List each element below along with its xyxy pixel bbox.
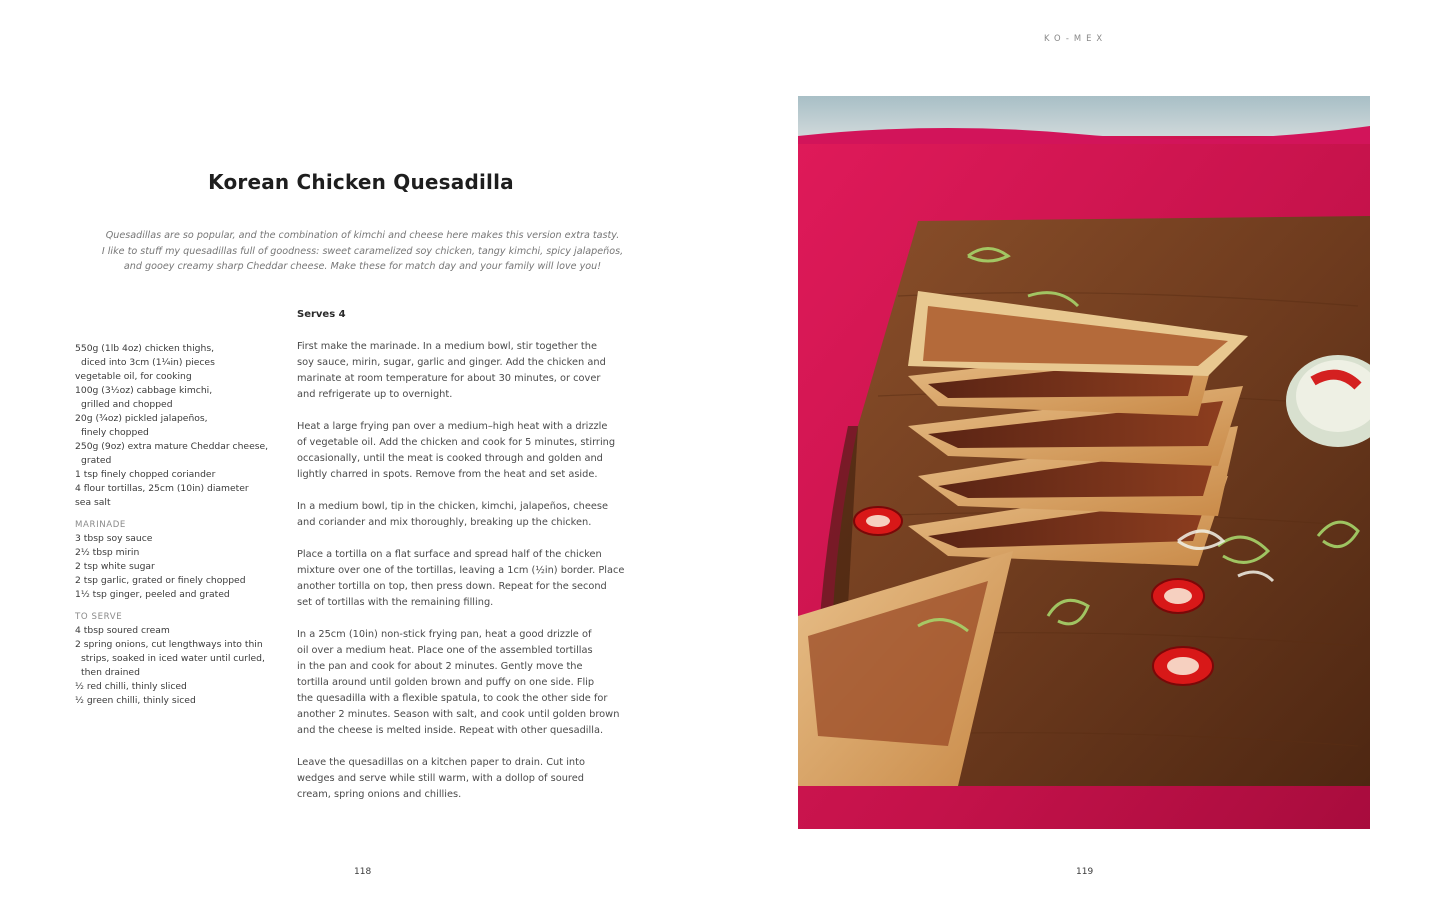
- ingredient-line: 2 spring onions, cut lengthways into thin: [75, 639, 263, 650]
- method-paragraph: [297, 419, 637, 483]
- serves-label: Serves 4: [297, 309, 346, 320]
- right-page: [722, 0, 1445, 922]
- method-line: tortilla around until golden brown and puffy on one side. Flip: [297, 677, 595, 688]
- ingredient-line: vegetable oil, for cooking: [75, 371, 192, 382]
- intro-line: Quesadillas are so popular, and the combination of kimchi and cheese here makes this version extra tasty.: [105, 230, 620, 241]
- ingredient-line: sea salt: [75, 497, 111, 508]
- method-line: cream, spring onions and chillies.: [297, 789, 462, 800]
- method-line: Place a tortilla on a flat surface and spread half of the chicken: [297, 549, 602, 560]
- method-paragraph: [297, 499, 637, 531]
- ingredients-main: [75, 342, 275, 510]
- method-paragraph: [297, 755, 637, 803]
- method-line: In a 25cm (10in) non-stick frying pan, heat a good drizzle of: [297, 629, 592, 640]
- ingredient-line: 4 flour tortillas, 25cm (10in) diameter: [75, 483, 249, 494]
- recipe-title: Korean Chicken Quesadilla: [208, 170, 514, 194]
- method-steps: [297, 339, 637, 803]
- ingredient-line: 2 tsp garlic, grated or finely chopped: [75, 575, 246, 586]
- method-line: In a medium bowl, tip in the chicken, kimchi, jalapeños, cheese: [297, 501, 609, 512]
- ingredient-line: diced into 3cm (1¼in) pieces: [81, 357, 215, 368]
- page-number-left: 118: [354, 867, 372, 877]
- method-line: set of tortillas with the remaining filling.: [297, 597, 494, 608]
- to-serve-heading: TO SERVE: [75, 612, 123, 622]
- method-line: soy sauce, mirin, sugar, garlic and ginger. Add the chicken and: [297, 357, 606, 368]
- marinade-heading: MARINADE: [75, 520, 126, 530]
- method-line: and the cheese is melted inside. Repeat with other quesadilla.: [297, 725, 604, 736]
- method-line: mixture over one of the tortillas, leaving a 1cm (½in) border. Place: [297, 565, 625, 576]
- ingredients-to-serve: [75, 624, 275, 708]
- method-line: the quesadilla with a flexible spatula, to cook the other side for: [297, 693, 608, 704]
- ingredient-line: 1½ tsp ginger, peeled and grated: [75, 589, 230, 600]
- method-paragraph: [297, 547, 637, 611]
- method-line: wedges and serve while still warm, with a dollop of soured: [297, 773, 584, 784]
- method-line: occasionally, until the meat is cooked through and golden and: [297, 453, 603, 464]
- ingredients-list: [75, 342, 275, 708]
- ingredient-line: 2½ tbsp mirin: [75, 547, 140, 558]
- ingredient-line: ½ green chilli, thinly siced: [75, 695, 196, 706]
- ingredient-line: strips, soaked in iced water until curled,: [81, 653, 265, 664]
- method: [297, 307, 637, 819]
- method-line: marinate at room temperature for about 30 minutes, or cover: [297, 373, 601, 384]
- ingredient-line: 550g (1lb 4oz) chicken thighs,: [75, 343, 215, 354]
- method-line: oil over a medium heat. Place one of the assembled tortillas: [297, 645, 593, 656]
- ingredient-line: 20g (¾oz) pickled jalapeños,: [75, 413, 208, 424]
- recipe-intro: [90, 228, 635, 275]
- quesadilla-photo-illustration: [798, 96, 1370, 829]
- quesadilla-photo: [798, 96, 1370, 829]
- method-paragraph: [297, 627, 637, 739]
- ingredient-line: 3 tbsp soy sauce: [75, 533, 153, 544]
- method-line: another tortilla on top, then press down. Repeat for the second: [297, 581, 607, 592]
- method-line: in the pan and cook for about 2 minutes. Gently move the: [297, 661, 583, 672]
- method-line: lightly charred in spots. Remove from the heat and set aside.: [297, 469, 598, 480]
- ingredient-line: 100g (3½oz) cabbage kimchi,: [75, 385, 213, 396]
- method-line: First make the marinade. In a medium bowl, stir together the: [297, 341, 597, 352]
- ingredient-line: 2 tsp white sugar: [75, 561, 155, 572]
- method-line: of vegetable oil. Add the chicken and cook for 5 minutes, stirring: [297, 437, 616, 448]
- method-line: Leave the quesadillas on a kitchen paper to drain. Cut into: [297, 757, 585, 768]
- method-line: Heat a large frying pan over a medium–high heat with a drizzle: [297, 421, 608, 432]
- running-head: KO-MEX: [1044, 33, 1108, 43]
- ingredient-line: 4 tbsp soured cream: [75, 625, 170, 636]
- method-line: another 2 minutes. Season with salt, and cook until golden brown: [297, 709, 620, 720]
- method-line: and refrigerate up to overnight.: [297, 389, 453, 400]
- ingredient-line: finely chopped: [81, 427, 149, 438]
- ingredient-line: grilled and chopped: [81, 399, 173, 410]
- left-page: [0, 0, 722, 922]
- ingredient-line: then drained: [81, 667, 140, 678]
- intro-line: I like to stuff my quesadillas full of goodness: sweet caramelized soy chicken, tangy kimchi, spicy jalapeños,: [101, 245, 624, 257]
- ingredient-line: 250g (9oz) extra mature Cheddar cheese,: [75, 441, 269, 452]
- method-paragraph: [297, 339, 637, 403]
- ingredients-marinade: [75, 532, 275, 602]
- method-line: and coriander and mix thoroughly, breaking up the chicken.: [297, 517, 592, 528]
- ingredient-line: 1 tsp finely chopped coriander: [75, 469, 216, 480]
- page-number-right: 119: [1076, 867, 1094, 877]
- ingredient-line: ½ red chilli, thinly sliced: [75, 681, 187, 692]
- intro-line: and gooey creamy sharp Cheddar cheese. Make these for match day and your family will love you!: [123, 261, 602, 273]
- ingredient-line: grated: [81, 455, 112, 466]
